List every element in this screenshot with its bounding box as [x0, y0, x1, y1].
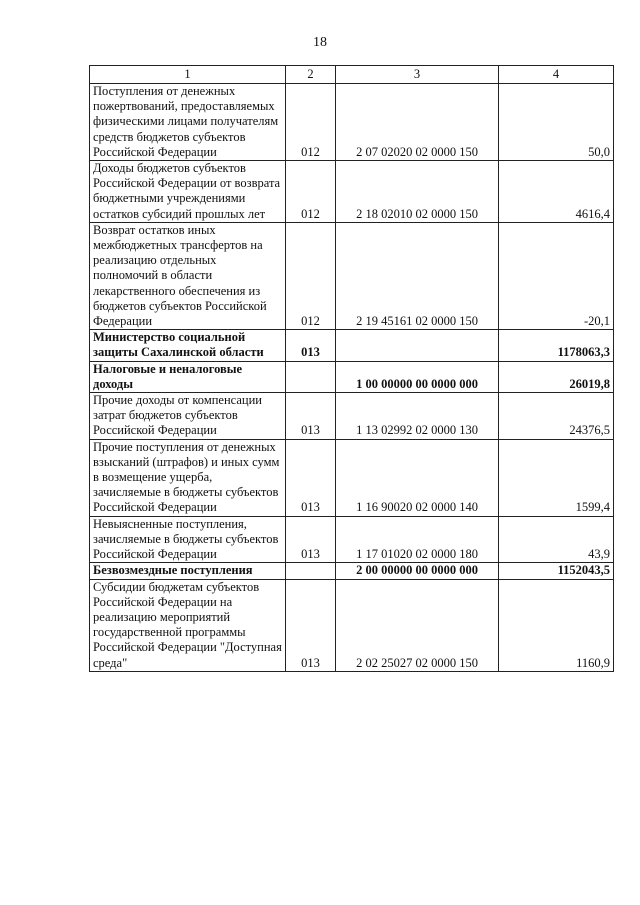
- row-admin-code-cell: [286, 563, 336, 579]
- row-budget-code-cell: 1 17 01020 02 0000 180: [336, 516, 499, 563]
- table-row: [90, 222, 614, 329]
- row-admin-code-cell: 013: [286, 516, 336, 563]
- header-col-2: 2: [286, 66, 336, 84]
- row-amount-cell: 1152043,5: [499, 563, 614, 579]
- row-admin-code-cell: 012: [286, 161, 336, 223]
- table-row: [90, 563, 614, 579]
- row-budget-code-cell: 1 00 00000 00 0000 000: [336, 361, 499, 392]
- row-amount-cell: 24376,5: [499, 393, 614, 440]
- page-number: 18: [313, 35, 327, 50]
- row-name-cell: Возврат остатков иных межбюджетных трансфертов на реализацию отдельных полномочий в области лекарственного обеспечения из бюджетов субъектов Российской Федерации: [90, 222, 286, 329]
- row-amount-cell: 1599,4: [499, 439, 614, 516]
- row-name-cell: Невыясненные поступления, зачисляемые в бюджеты субъектов Российской Федерации: [90, 516, 286, 563]
- row-budget-code-cell: 2 18 02010 02 0000 150: [336, 161, 499, 223]
- row-budget-code-cell: 2 02 25027 02 0000 150: [336, 579, 499, 671]
- row-admin-code-cell: 013: [286, 439, 336, 516]
- row-name-cell: Доходы бюджетов субъектов Российской Федерации от возврата бюджетными учреждениями остатков субсидий прошлых лет: [90, 161, 286, 223]
- row-name-cell: Прочие поступления от денежных взысканий (штрафов) и иных сумм в возмещение ущерба, зачисляемые в бюджеты субъектов Российской Федерации: [90, 439, 286, 516]
- table-row: [90, 516, 614, 563]
- header-col-1: 1: [90, 66, 286, 84]
- table-row: [90, 161, 614, 223]
- row-budget-code-cell: 1 13 02992 02 0000 130: [336, 393, 499, 440]
- row-amount-cell: 26019,8: [499, 361, 614, 392]
- row-amount-cell: -20,1: [499, 222, 614, 329]
- row-name-cell: Министерство социальной защиты Сахалинской области: [90, 330, 286, 361]
- row-admin-code-cell: 013: [286, 393, 336, 440]
- row-amount-cell: 43,9: [499, 516, 614, 563]
- row-name-cell: Безвозмездные поступления: [90, 563, 286, 579]
- header-col-4: 4: [499, 66, 614, 84]
- table-row: [90, 439, 614, 516]
- row-name-cell: Прочие доходы от компенсации затрат бюджетов субъектов Российской Федерации: [90, 393, 286, 440]
- row-admin-code-cell: 012: [286, 222, 336, 329]
- revenue-table: [89, 65, 614, 672]
- table-row: [90, 330, 614, 361]
- row-admin-code-cell: 012: [286, 84, 336, 161]
- row-admin-code-cell: [286, 361, 336, 392]
- row-budget-code-cell: 2 07 02020 02 0000 150: [336, 84, 499, 161]
- table-row: [90, 84, 614, 161]
- row-amount-cell: 1178063,3: [499, 330, 614, 361]
- row-name-cell: Субсидии бюджетам субъектов Российской Федерации на реализацию мероприятий государственной программы Российской Федерации "Доступная среда": [90, 579, 286, 671]
- row-admin-code-cell: 013: [286, 579, 336, 671]
- table-row: [90, 393, 614, 440]
- table-row: [90, 579, 614, 671]
- row-amount-cell: 50,0: [499, 84, 614, 161]
- row-budget-code-cell: 2 00 00000 00 0000 000: [336, 563, 499, 579]
- table-row: [90, 361, 614, 392]
- header-row: [90, 66, 614, 84]
- row-amount-cell: 4616,4: [499, 161, 614, 223]
- row-name-cell: Налоговые и неналоговые доходы: [90, 361, 286, 392]
- row-budget-code-cell: 2 19 45161 02 0000 150: [336, 222, 499, 329]
- header-col-3: 3: [336, 66, 499, 84]
- row-amount-cell: 1160,9: [499, 579, 614, 671]
- row-budget-code-cell: [336, 330, 499, 361]
- row-name-cell: Поступления от денежных пожертвований, предоставляемых физическими лицами получателям средств бюджетов субъектов Российской Федерации: [90, 84, 286, 161]
- row-budget-code-cell: 1 16 90020 02 0000 140: [336, 439, 499, 516]
- row-admin-code-cell: 013: [286, 330, 336, 361]
